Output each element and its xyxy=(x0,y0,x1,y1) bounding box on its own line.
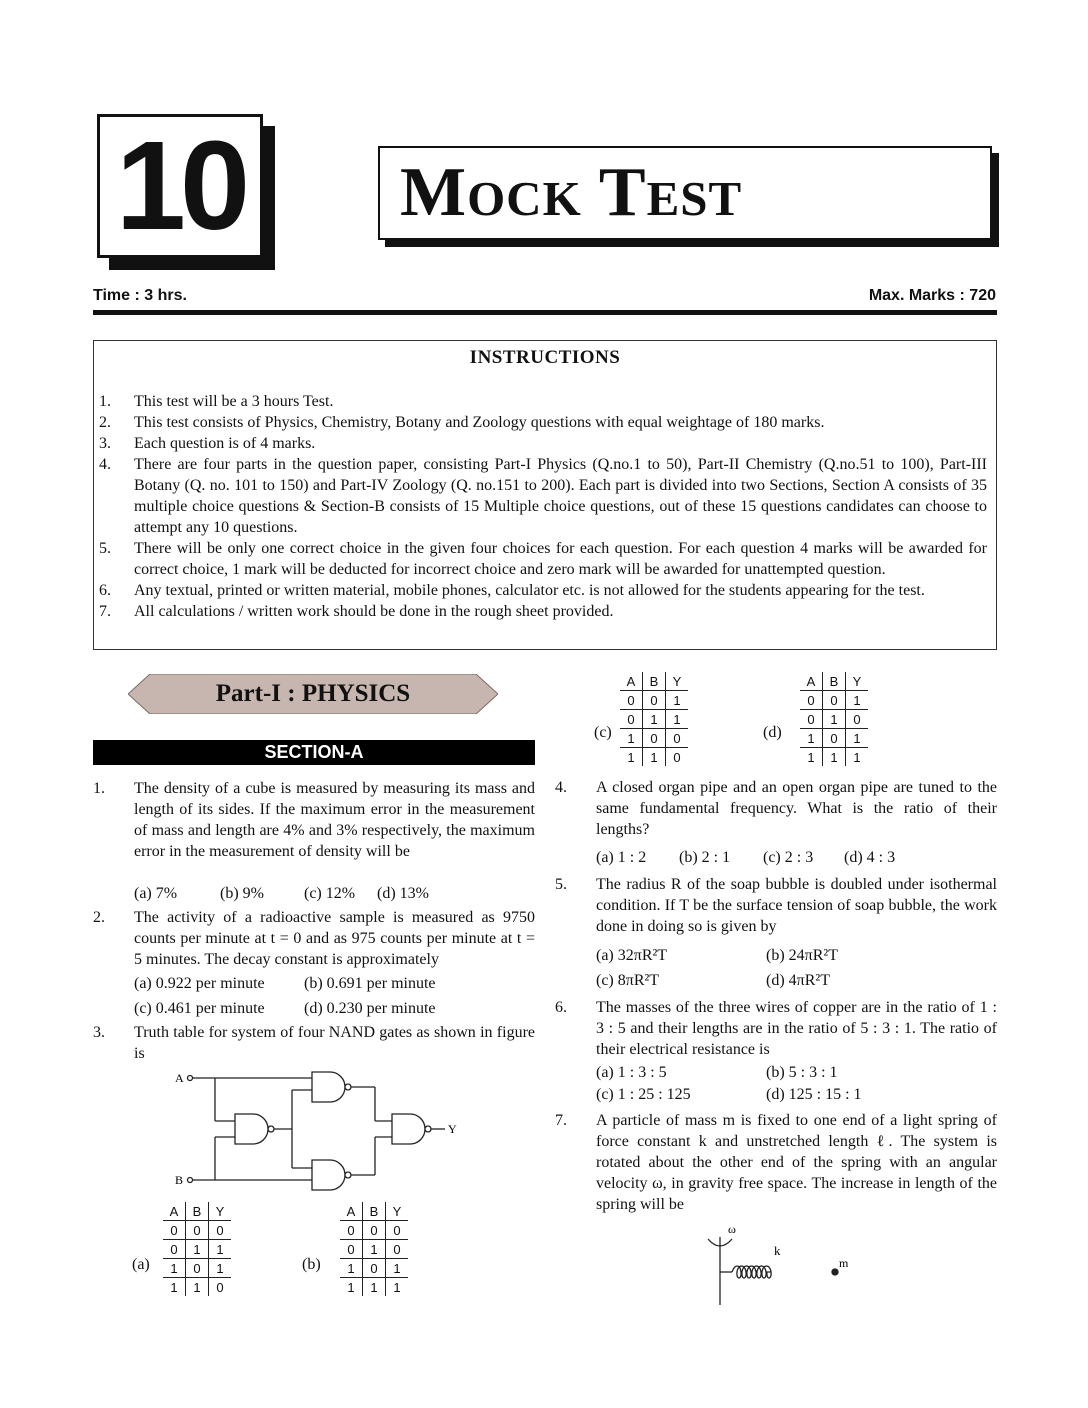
option-c-label: (c) xyxy=(594,724,612,741)
option-a: (a) 7% xyxy=(134,885,178,902)
truth-table-header-row xyxy=(620,672,688,691)
instruction-number: 2. xyxy=(99,414,111,431)
truth-table-cell: 1 xyxy=(340,1278,363,1297)
option-b-label: (b) xyxy=(302,1256,321,1273)
truth-table-cell: 1 xyxy=(363,1240,386,1259)
mock-test-number-box xyxy=(97,114,263,258)
truth-table-cell: 0 xyxy=(666,729,689,748)
truth-table-cell: 0 xyxy=(363,1259,386,1278)
instruction-text: There are four parts in the question paper, consisting Part-I Physics (Q.no.1 to 50), Part-II Chemistry (Q.no.51 to 100), Part-III Botany (Q. no. 101 to 150) and Part-IV Zoology (Q. no.151 to 200). Each part is divided into two Sections, Section A consists of 35 multiple choice questions & Section-B consists of 15 Multiple choice questions, out of these 15 questions candidates can choose to attempt any 10 questions. xyxy=(134,456,987,536)
omega-label: ω xyxy=(728,1222,736,1236)
truth-table-cell: 1 xyxy=(209,1240,232,1259)
mock-test-title-box xyxy=(378,146,992,240)
question-4 xyxy=(555,777,997,840)
truth-table-cell: 1 xyxy=(800,748,823,767)
question-7 xyxy=(555,1110,997,1215)
truth-table-row xyxy=(620,710,688,729)
truth-table-cell: 1 xyxy=(163,1259,186,1278)
input-b-label: B xyxy=(175,1173,184,1187)
option-a: (a) 32πR²T xyxy=(596,947,668,964)
option-c: (c) 0.461 per minute xyxy=(134,1000,265,1017)
truth-table-cell: 0 xyxy=(643,729,666,748)
option-c: (c) 2 : 3 xyxy=(763,849,814,866)
truth-table-cell: 1 xyxy=(800,729,823,748)
truth-table-cell: 1 xyxy=(163,1278,186,1297)
instructions-box xyxy=(93,340,997,650)
instruction-number: 1. xyxy=(99,393,111,410)
truth-table-cell: 0 xyxy=(620,691,643,710)
truth-table-cell: B xyxy=(643,672,666,691)
truth-table-cell: 0 xyxy=(800,691,823,710)
question-text: Truth table for system of four NAND gates as shown in figure is xyxy=(134,1024,535,1062)
spring-constant-label: k xyxy=(774,1243,781,1258)
truth-table-cell: 0 xyxy=(163,1240,186,1259)
truth-table-cell: 1 xyxy=(823,748,846,767)
time-label: Time : 3 hrs. xyxy=(93,287,187,304)
truth-table-cell: 0 xyxy=(846,710,869,729)
instruction-text: Any textual, printed or written material, mobile phones, calculator etc. is not allowed for the students appearing for the test. xyxy=(134,582,925,599)
truth-table-cell: 0 xyxy=(163,1221,186,1240)
mass-label: m xyxy=(839,1256,849,1270)
truth-table-row xyxy=(340,1259,408,1278)
truth-table-cell: 1 xyxy=(643,748,666,767)
truth-table-cell: 0 xyxy=(340,1221,363,1240)
truth-table-header-row xyxy=(340,1202,408,1221)
header-rule xyxy=(93,310,997,315)
instruction-number: 6. xyxy=(99,582,111,599)
part-title: Part-I : PHYSICS xyxy=(215,680,411,707)
truth-table-cell: 1 xyxy=(846,729,869,748)
option-d: (d) 0.230 per minute xyxy=(304,1000,436,1017)
truth-table-cell: 1 xyxy=(643,710,666,729)
truth-table-row xyxy=(163,1240,231,1259)
truth-table-cell: 0 xyxy=(363,1221,386,1240)
truth-table-cell: 1 xyxy=(666,710,689,729)
truth-table-row xyxy=(163,1221,231,1240)
truth-table-cell: 0 xyxy=(340,1240,363,1259)
input-a-label: A xyxy=(175,1071,184,1085)
truth-table-cell: 1 xyxy=(620,748,643,767)
instructions-title: INSTRUCTIONS xyxy=(469,347,621,368)
instruction-number: 4. xyxy=(99,456,111,473)
truth-table-row xyxy=(340,1221,408,1240)
truth-table-row xyxy=(340,1278,408,1297)
truth-table-cell: 0 xyxy=(186,1221,209,1240)
option-d-label: (d) xyxy=(763,724,782,741)
truth-table-row xyxy=(620,691,688,710)
truth-table-cell: 1 xyxy=(186,1240,209,1259)
truth-table-cell: 1 xyxy=(823,710,846,729)
part-banner xyxy=(128,674,498,714)
truth-table-cell: 0 xyxy=(386,1221,409,1240)
option-c: (c) 12% xyxy=(304,885,356,902)
instruction-text: This test will be a 3 hours Test. xyxy=(134,393,334,410)
truth-table-cell: 1 xyxy=(209,1259,232,1278)
truth-table-row xyxy=(800,729,868,748)
instruction-item xyxy=(94,412,987,433)
truth-table-row xyxy=(800,691,868,710)
option-c: (c) 8πR²T xyxy=(596,972,660,989)
nand-gate-circuit xyxy=(170,1064,470,1194)
truth-table-cell: 0 xyxy=(666,748,689,767)
question-text: A closed organ pipe and an open organ pipe are tuned to the same fundamental frequency. What is the ratio of their lengths? xyxy=(596,779,997,838)
instruction-item xyxy=(94,433,987,454)
instruction-item xyxy=(94,580,987,601)
question-text: A particle of mass m is fixed to one end of a light spring of force constant k and unstretched length ℓ. The system is rotated about the other end of the spring with an angular velocity ω, in gravity free space. The increase in length of the spring will be xyxy=(596,1112,997,1213)
question-number: 1. xyxy=(93,780,105,797)
truth-table-cell: 1 xyxy=(620,729,643,748)
question-number: 7. xyxy=(555,1112,567,1129)
option-d: (d) 4 : 3 xyxy=(844,849,896,866)
truth-table-header-row xyxy=(800,672,868,691)
truth-table-cell: 0 xyxy=(209,1278,232,1297)
truth-table-cell: 1 xyxy=(846,748,869,767)
truth-table-header-row xyxy=(163,1202,231,1221)
option-b: (b) 24πR²T xyxy=(766,947,838,964)
truth-table-row xyxy=(163,1259,231,1278)
truth-table-cell: 0 xyxy=(823,729,846,748)
instruction-number: 5. xyxy=(99,540,111,557)
option-a: (a) 1 : 2 xyxy=(596,849,647,866)
truth-table-cell: 0 xyxy=(186,1259,209,1278)
option-d: (d) 4πR²T xyxy=(766,972,830,989)
question-text: The radius R of the soap bubble is doubled under isothermal condition. If T be the surface tension of soap bubble, the work done in doing so is given by xyxy=(596,876,997,935)
truth-table-b xyxy=(340,1202,408,1296)
instructions-list xyxy=(94,391,987,622)
truth-table-cell: 1 xyxy=(386,1278,409,1297)
question-number: 4. xyxy=(555,779,567,796)
mock-test-number: 10 xyxy=(115,115,245,256)
question-text: The density of a cube is measured by measuring its mass and length of its sides. If the maximum error in the measurement of mass and length are 4% and 3% respectively, the maximum error in the measurement of density will be xyxy=(134,780,535,860)
mock-test-title: Mock Test xyxy=(400,154,743,231)
option-a-label: (a) xyxy=(132,1256,150,1273)
truth-table-cell: B xyxy=(186,1202,209,1221)
truth-table-cell: Y xyxy=(666,672,689,691)
instruction-number: 3. xyxy=(99,435,111,452)
truth-table-cell: 1 xyxy=(666,691,689,710)
option-b: (b) 2 : 1 xyxy=(679,849,731,866)
truth-table-cell: 0 xyxy=(823,691,846,710)
truth-table-cell: B xyxy=(363,1202,386,1221)
truth-table-d xyxy=(800,672,868,766)
truth-table-cell: 0 xyxy=(620,710,643,729)
truth-table-cell: 0 xyxy=(643,691,666,710)
truth-table-cell: Y xyxy=(386,1202,409,1221)
option-d: (d) 125 : 15 : 1 xyxy=(766,1086,862,1103)
question-number: 3. xyxy=(93,1024,105,1041)
truth-table-cell: Y xyxy=(209,1202,232,1221)
truth-table-row xyxy=(800,748,868,767)
truth-table-cell: 1 xyxy=(846,691,869,710)
option-a: (a) 1 : 3 : 5 xyxy=(596,1064,667,1081)
truth-table-cell: A xyxy=(626,673,636,689)
instruction-number: 7. xyxy=(99,603,111,620)
truth-table-row xyxy=(340,1240,408,1259)
truth-table-c xyxy=(620,672,688,766)
instruction-text: All calculations / written work should be done in the rough sheet provided. xyxy=(134,603,614,620)
instruction-text: There will be only one correct choice in the given four choices for each question. For each question 4 marks will be awarded for correct choice, 1 mark will be deducted for incorrect choice and zero mark will be awarded for unattempted question. xyxy=(134,540,987,578)
truth-table-row xyxy=(800,710,868,729)
instruction-item xyxy=(94,538,987,580)
truth-table-cell: 0 xyxy=(209,1221,232,1240)
truth-table-cell: 0 xyxy=(386,1240,409,1259)
truth-table-cell: 1 xyxy=(363,1278,386,1297)
truth-table-cell: 1 xyxy=(186,1278,209,1297)
instruction-item xyxy=(94,454,987,538)
instruction-text: This test consists of Physics, Chemistry, Botany and Zoology questions with equal weightage of 180 marks. xyxy=(134,414,825,431)
question-text: The activity of a radioactive sample is measured as 9750 counts per minute at t = 0 and as 975 counts per minute at t = 5 minutes. The decay constant is approximately xyxy=(134,909,535,968)
truth-table-row xyxy=(620,729,688,748)
max-marks-label: Max. Marks : 720 xyxy=(868,287,996,304)
instruction-item xyxy=(94,601,987,622)
truth-table-a xyxy=(163,1202,231,1296)
question-number: 2. xyxy=(93,909,105,926)
truth-table-cell: 1 xyxy=(340,1259,363,1278)
truth-table-cell: B xyxy=(823,672,846,691)
truth-table-cell: Y xyxy=(846,672,869,691)
option-b: (b) 0.691 per minute xyxy=(304,975,436,992)
truth-table-cell: A xyxy=(169,1203,179,1219)
truth-table-cell: A xyxy=(806,673,816,689)
option-b: (b) 9% xyxy=(220,885,264,902)
question-number: 5. xyxy=(555,876,567,893)
truth-table-row xyxy=(163,1278,231,1297)
option-d: (d) 13% xyxy=(377,885,429,902)
question-6 xyxy=(555,997,997,1060)
output-y-label: Y xyxy=(448,1122,457,1136)
option-b: (b) 5 : 3 : 1 xyxy=(766,1064,838,1081)
question-number: 6. xyxy=(555,999,567,1016)
truth-table-cell: 0 xyxy=(800,710,823,729)
option-c: (c) 1 : 25 : 125 xyxy=(596,1086,691,1103)
question-text: The masses of the three wires of copper are in the ratio of 1 : 3 : 5 and their lengths are in the ratio of 5 : 3 : 1. The ratio of their electrical resistance is xyxy=(596,999,997,1058)
question-5 xyxy=(555,874,997,937)
option-a: (a) 0.922 per minute xyxy=(134,975,265,992)
instruction-item xyxy=(94,391,987,412)
rotating-spring-figure xyxy=(700,1215,860,1310)
truth-table-row xyxy=(620,748,688,767)
section-title: SECTION-A xyxy=(93,740,535,765)
truth-table-cell: 1 xyxy=(386,1259,409,1278)
question-3 xyxy=(93,1022,535,1064)
question-1 xyxy=(93,778,535,862)
truth-table-cell: A xyxy=(346,1203,356,1219)
instruction-text: Each question is of 4 marks. xyxy=(134,435,316,452)
question-2 xyxy=(93,907,535,970)
